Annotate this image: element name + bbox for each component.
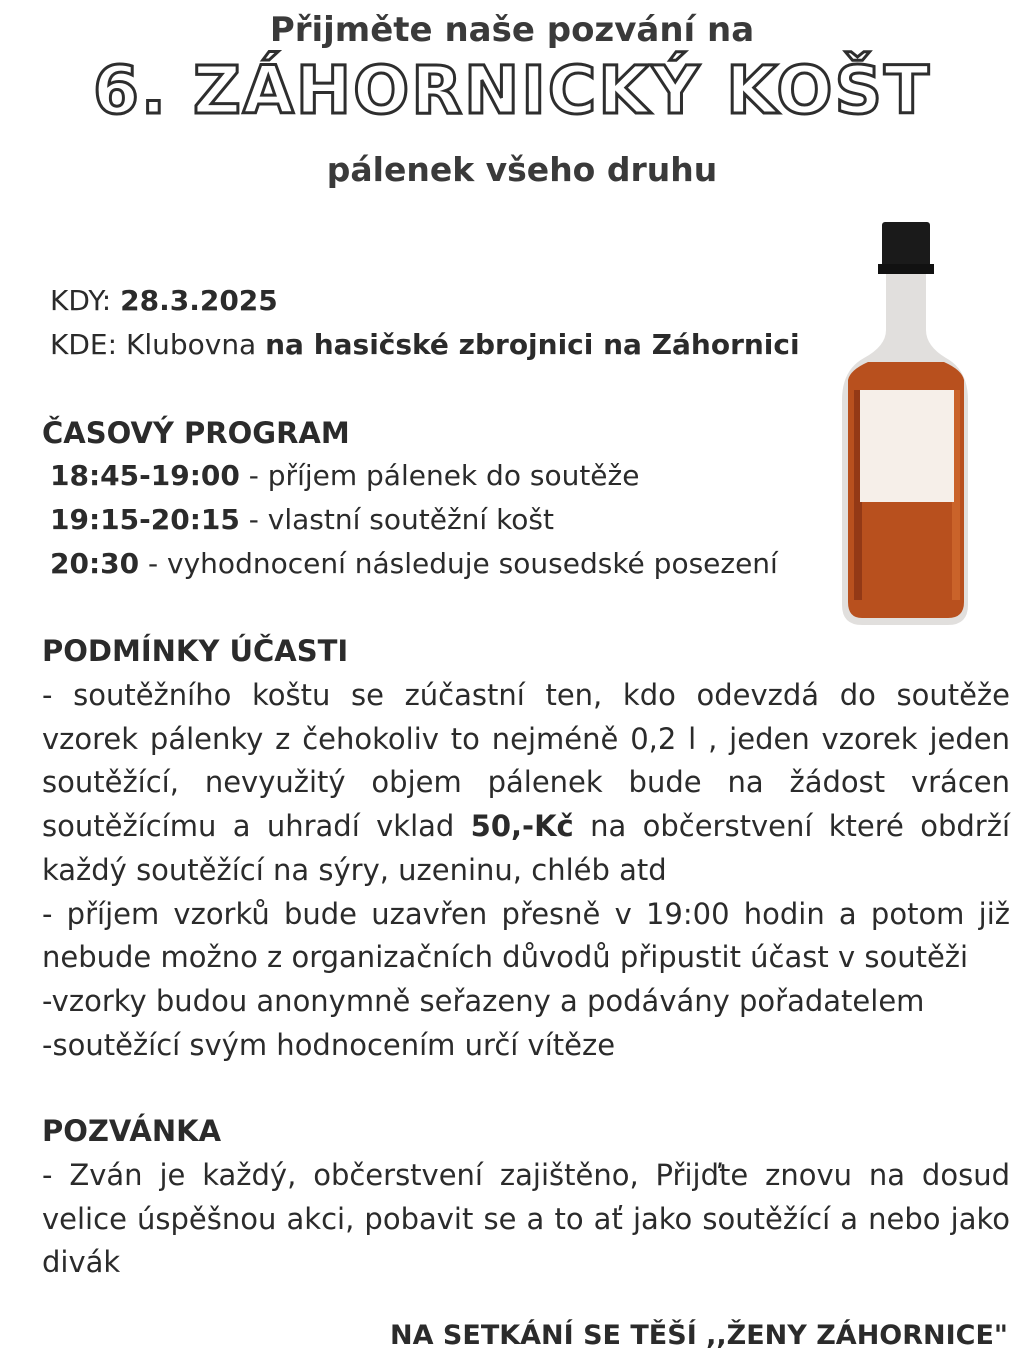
conditions-line: -soutěžící svým hodnocením určí vítěze <box>42 1027 616 1062</box>
where-place: Klubovna <box>125 328 266 361</box>
conditions-text-part: na občerstvení které obdrží <box>573 809 1011 844</box>
event-date: 28.3.2025 <box>120 284 278 317</box>
conditions-line: - příjem vzorků bude uzavřen přesně v 19:00 hodin a potom již <box>42 896 1010 931</box>
event-subtitle: pálenek všeho druhu <box>326 150 718 189</box>
program-item <box>50 503 554 536</box>
where-location: na hasičské zbrojnici na Záhornici <box>265 328 800 361</box>
program-desc: - vlastní soutěžní košt <box>239 503 554 536</box>
program-time: 18:45-19:00 <box>50 459 240 492</box>
program-time: 19:15-20:15 <box>50 503 240 536</box>
where-line <box>50 328 800 361</box>
conditions-line: každý soutěžící na sýry, uzeninu, chléb atd <box>42 852 667 887</box>
conditions-line: - soutěžního koštu se zúčastní ten, kdo odevzdá do soutěže <box>42 678 1010 712</box>
program-heading: ČASOVÝ PROGRAM <box>42 416 350 450</box>
when-line <box>50 284 278 317</box>
invitation-line: - Zván je každý, občerstvení zajištěno, Přijďte znovu na dosud <box>42 1158 1010 1192</box>
where-label: KDE: <box>50 328 126 361</box>
invitation-line: velice úspěšnou akci, pobavit se a to ať jako soutěžící a nebo jako <box>42 1201 1010 1236</box>
event-title: 6. ZÁHORNICKÝ KOŠT <box>92 52 932 129</box>
program-item <box>50 459 639 492</box>
conditions-line: soutěžící, nevyužitý objem pálenek bude na žádost vrácen <box>42 765 1010 800</box>
conditions-heading: PODMÍNKY ÚČASTI <box>42 634 349 668</box>
program-desc: - vyhodnocení následuje sousedské posezení <box>139 547 778 580</box>
liquor-bottle-icon <box>840 220 980 630</box>
program-desc: - příjem pálenek do soutěže <box>239 459 640 492</box>
closing-signature: NA SETKÁNÍ SE TĚŠÍ ,,ŽENY ZÁHORNICE" <box>390 1320 1008 1351</box>
invitation-text <box>42 1154 1010 1285</box>
invitation-line: divák <box>42 1245 121 1280</box>
intro-text: Přijměte naše pozvání na <box>269 10 755 50</box>
invitation-heading: POZVÁNKA <box>42 1114 222 1148</box>
conditions-line: -vzorky budou anonymně seřazeny a podávány pořadatelem <box>42 983 925 1018</box>
conditions-line: nebude možno z organizačních důvodů připustit účast v soutěži <box>42 940 969 975</box>
program-item <box>50 547 778 580</box>
conditions-text-part: soutěžícímu a uhradí vklad <box>42 809 471 844</box>
entry-fee: 50,-Kč <box>470 809 574 844</box>
when-label: KDY: <box>50 284 121 317</box>
conditions-line <box>42 805 1010 849</box>
program-time: 20:30 <box>50 547 140 580</box>
conditions-text <box>42 674 1010 1067</box>
conditions-line: vzorek pálenky z čehokoliv to nejméně 0,2 l , jeden vzorek jeden <box>42 721 1010 756</box>
